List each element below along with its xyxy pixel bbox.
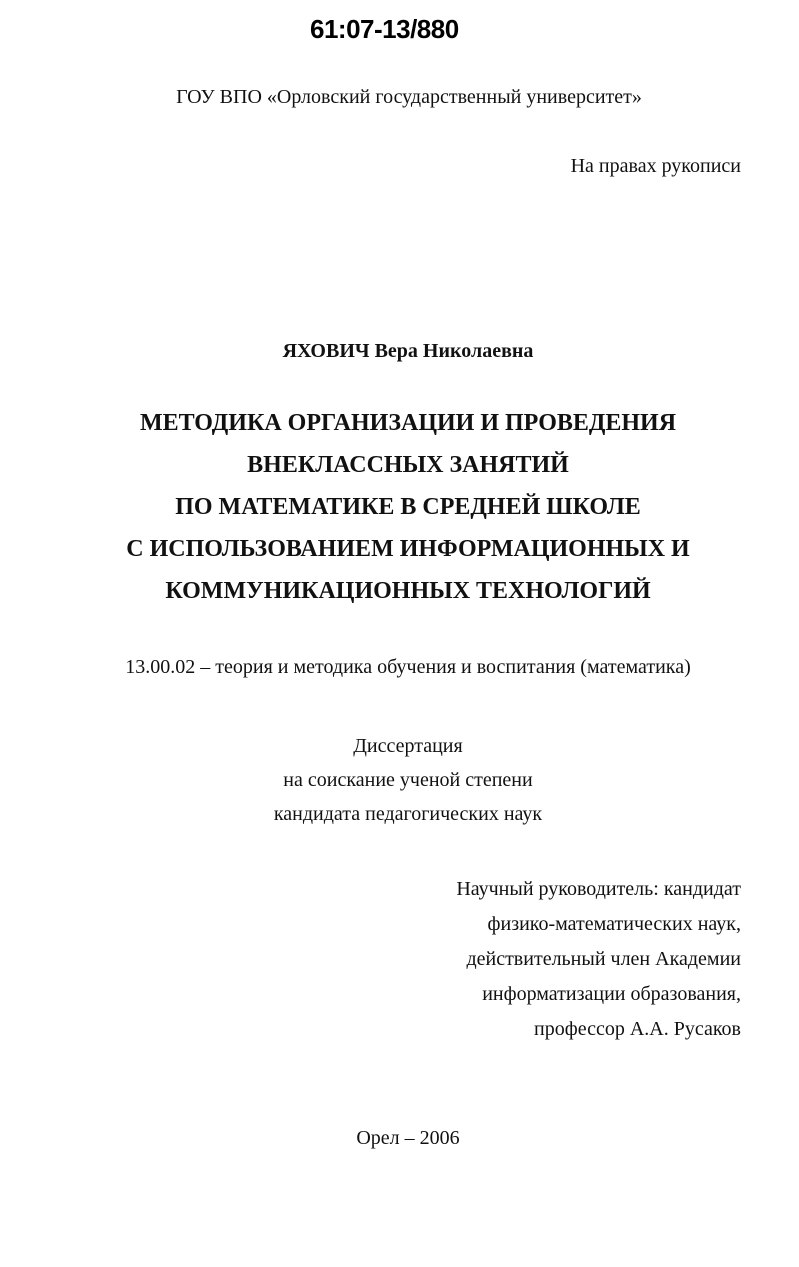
specialty-code: 13.00.02 – теория и методика обучения и воспитания (математика): [125, 656, 691, 678]
title-line: КОММУНИКАЦИОННЫХ ТЕХНОЛОГИЙ: [165, 578, 651, 604]
supervisor-line: действительный член Академии: [466, 948, 741, 970]
author-surname: ЯХОВИЧ: [282, 340, 370, 362]
title-line: С ИСПОЛЬЗОВАНИЕМ ИНФОРМАЦИОННЫХ И: [126, 536, 690, 562]
supervisor-info: [456, 872, 741, 1047]
author-given-names: Вера Николаевна: [374, 340, 534, 362]
degree-line: на соискание ученой степени: [283, 769, 533, 791]
supervisor-line: профессор А.А. Русаков: [534, 1018, 741, 1040]
author-name: [0, 340, 799, 363]
title-line: ВНЕКЛАССНЫХ ЗАНЯТИЙ: [247, 452, 569, 478]
supervisor-line: физико-математических наук,: [487, 913, 741, 935]
degree-line: Диссертация: [353, 735, 463, 757]
catalog-number: 61:07-13/880: [310, 14, 459, 44]
institution-name: ГОУ ВПО «Орловский государственный университет»: [176, 86, 642, 108]
title-line: ПО МАТЕМАТИКЕ В СРЕДНЕЙ ШКОЛЕ: [175, 494, 641, 520]
supervisor-line: информатизации образования,: [482, 983, 741, 1005]
city-year: Орел – 2006: [356, 1127, 460, 1149]
title-line: МЕТОДИКА ОРГАНИЗАЦИИ И ПРОВЕДЕНИЯ: [139, 410, 677, 436]
dissertation-title: [0, 402, 799, 612]
degree-info: [0, 729, 799, 831]
manuscript-note: На правах рукописи: [570, 155, 741, 177]
supervisor-line: Научный руководитель: кандидат: [456, 878, 741, 900]
degree-line: кандидата педагогических наук: [273, 803, 543, 825]
